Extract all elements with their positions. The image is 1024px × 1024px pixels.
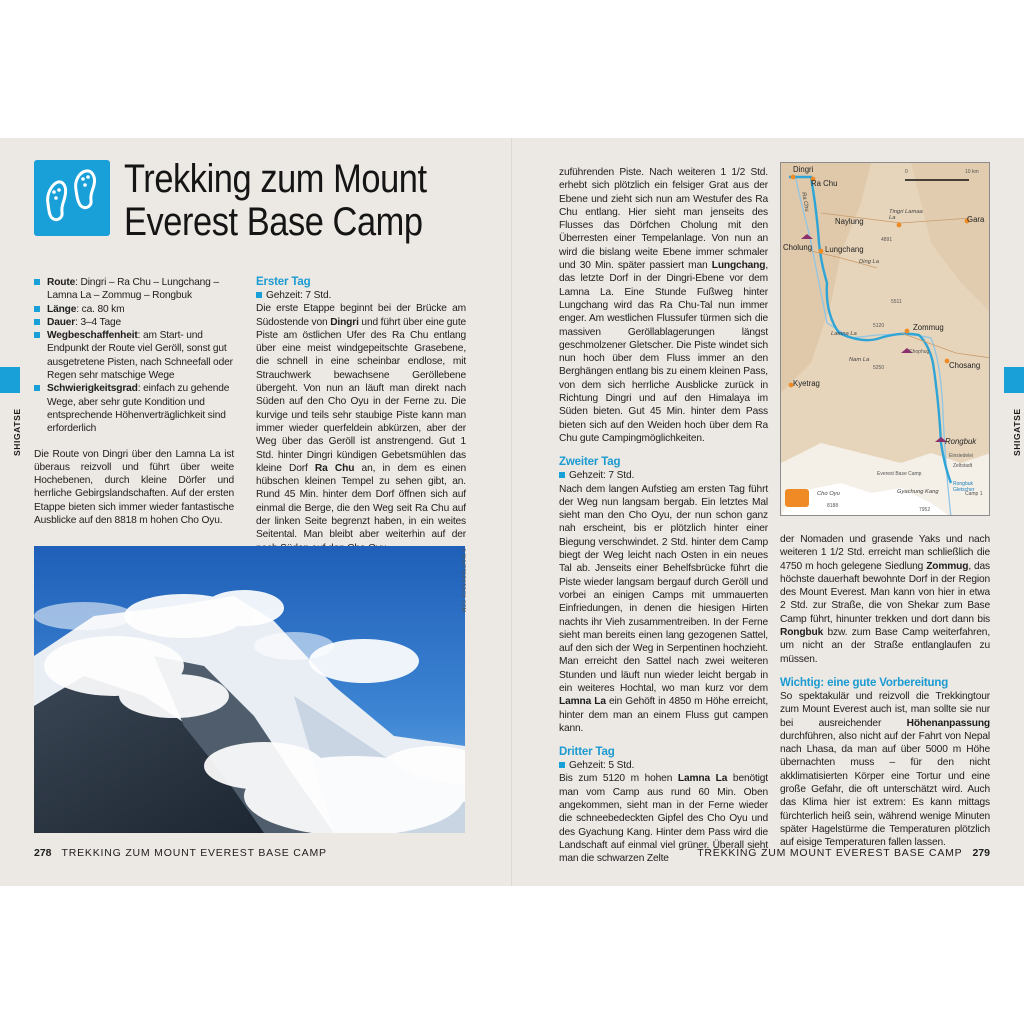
map-label-kyetrag: Kyetrag xyxy=(793,379,820,388)
day3-continued: der Nomaden und grasende Yaks und nach weiteren 1 1/2 Std. erreicht man schließlich die 4750 m hoch gelegene Siedlung Zommug, das höchste dauerhaft bewohnte Dorf in der Region des Mount Everest. Man kann von hier in etwa 2 Std. zur Straße, die von Shekar zum Base Camp führt, hinunter trekken und dort dann bis Rongbuk bzw. zum Base Camp weiterfahren, um nicht an der Straße entlanglaufen zu müssen. xyxy=(780,534,990,665)
footer-right xyxy=(697,847,990,859)
map-label-peak-5511: 5511 xyxy=(891,299,902,305)
map-label-cholung: Cholung xyxy=(783,243,813,252)
map-label-ding-la: Ding La xyxy=(859,259,879,265)
route-map xyxy=(780,162,990,516)
side-label-left: SHIGATSE xyxy=(12,408,22,456)
side-tab-left xyxy=(0,367,20,393)
map-label-tingri-lamaa: Tingri Lamaa La xyxy=(889,209,923,221)
map-label-rachu: Ra Chu xyxy=(811,179,838,188)
facts-list xyxy=(34,276,234,436)
map-label-zommug: Zommug xyxy=(913,323,944,332)
map-label-rachu-river: Ra Chu xyxy=(800,191,810,213)
fact-duration: Dauer: 3–4 Tage xyxy=(34,316,234,329)
day2-heading: Zweiter Tag xyxy=(559,456,621,469)
hiking-boots-icon xyxy=(34,160,110,236)
page-title: Trekking zum Mount Everest Base Camp xyxy=(124,157,427,244)
map-label-chosang: Chosang xyxy=(949,361,981,370)
book-spread xyxy=(0,138,1024,886)
day1-text: Die erste Etappe beginnt bei der Brücke am Südostende von Dingri und führt über eine gute Piste am östlichen Ufer des Ra Chu entlang über eine meist windgepeitschte Grasebene, die schnell in eine scheinbar endlose, mit Strauchwerk bewachsene Geröllebene übergeht. Von nun an läuft man direkt nach Süden auf den Cho Oyu in der Ferne zu. Die kurvige und teils sehr staubige Piste kann man immer wieder querfeldein abkürzen, aber der Weg über das Geröll ist anstrengend. Gut 1 Std. hinter Dingri kündigen Gebetsmühlen das kleine Dorf Ra Chu an, in dem es einen hübschen kleinen Tempel zu sehen gibt, an. Rund 45 Min. hinter dem Dorf öffnen sich auf einmal die Berge, die den Weg seit Ra Chu auf der linken Seite begrenzt haben, in ein weites Seitental. Man bleibt aber weiterhin auf der xyxy=(256,303,467,541)
map-label-peak-7952: 7952 xyxy=(919,507,931,513)
day3-text: Bis zum 5120 m hohen Lamna La benötigt man vom Camp aus rund 60 Min. Oben angekommen, sieht man in der Ferne wieder die schneebedeckten Gipfel des Cho Oyu und des Gyachung Kang. Hinter dem Pass wird die Landschaft auf einmal viel grüner. Überall sieht man die schwarzen Zelte xyxy=(559,773,768,865)
tip-text: So spektakulär und reizvoll die Trekkingtour zum Mount Everest auch ist, man sollte sie nur bei ausreichender Höhenanpassung durchführen, also nicht auf der Fahrt von Nepal nach Lhasa, da man auf über 5000 m Höhe übernachten muss – für den nicht akklimatisierten Körper eine Tortur und eine große Gefahr, die oft unterschätzt wird. Auch das Klima hier ist extrem: Es kann mittags fürchterlich heiß sein, während wenige Minuten später Hagelstürme die Temperaturen plötzlich auf eisige Temperaturen fallen lassen. xyxy=(780,690,990,849)
footer-left xyxy=(34,847,327,859)
map-label-rongbuk-glacier: Rongbuk Gletscher xyxy=(953,481,975,493)
right-column-2 xyxy=(780,533,990,850)
side-tab-right xyxy=(1004,367,1024,393)
page-number-left: 278 xyxy=(34,847,52,859)
map-label-peak-5250: 5250 xyxy=(873,365,885,371)
day1-continued: zuführenden Piste. Nach weiteren 1 1/2 Std. erhebt sich plötzlich ein felsiger Grat aus der Ebene und zieht sich nun am Westufer des Ra Chu entlang. Hier sieht man jenseits des Flusses das Dörfchen Cholung mit den Überresten einer Tempelanlage. Von nun an wird die bislang weite Ebene immer schmaler und 30 Min. später passiert man Lungchang, das letzte Dorf in der Dingri-Ebene vor dem Lamna La. Eine Stunde Fußweg hinter Lungchang wird das Ra Chu-Tal nun immer enger. Am westlichen Flussufer türmen sich die massiven Geröllablagerungen längst geschmolzener Gletscher. Die Piste windet sich nun hoch über dem Fluss immer an den Berghängen entlang bis zu einem kleinen Pass, von dem sich herrliche Ausblicke zurück in Richtung Dingri und auf den Himalaya im Süden bieten. Gut 45 Min. hinter dem Pass bieten sich auf den Weiden hoch über dem Ra Chu gute Campingmöglichkeiten. xyxy=(559,167,768,444)
day3-heading: Dritter Tag xyxy=(559,746,615,759)
day2-text: Nach dem langen Aufstieg am ersten Tag führt der Weg nun langsam bergab. Ein letztes Mal sieht man den Cho Oyu, der nun schon ganz nah erscheint, bis er plötzlich hinter einer Biegung verschwindet. 2 Std. hinter dem Camp biegt der Weg leicht nach Osten in ein neues Tal ab. Jenseits einer Behelfsbrücke führt die Piste wieder langsam bergauf durch Geröll und vorbei an einigen Camps mit ummauerten Einfriedungen, in denen die hiesigen Hirten nachts ihr Vieh zusammentreiben. In der Ferne sieht man bereits einen lang gezogenen Sattel, auf den sich der Weg in Serpentinen hochzieht. Man erreicht den Sattel nach zwei weiteren Stunden und läuft nun wieder leicht bergab in ein weiteres Hochtal, wo man kurz vor dem Lamna La ein Gehöft in 4850 m Höhe erreicht, hinter dem man an einem Fluss gut campen kann. xyxy=(559,483,769,734)
day1-time: Gehzeit: 7 Std. xyxy=(256,289,466,302)
page-left xyxy=(0,138,512,886)
fact-length: Länge: ca. 80 km xyxy=(34,303,234,316)
everest-photo xyxy=(34,546,465,833)
map-label-dingri: Dingri xyxy=(793,165,814,174)
map-label-lamna-la: Lamna La xyxy=(831,331,857,337)
map-scale-end: 10 km xyxy=(965,169,979,175)
map-label-gara: Gara xyxy=(967,215,985,224)
day3-time: Gehzeit: 5 Std. xyxy=(559,759,768,772)
day2-time: Gehzeit: 7 Std. xyxy=(559,469,768,482)
map-label-camp1: Camp 1 xyxy=(965,491,983,497)
fact-route: Route: Dingri – Ra Chu – Lungchang – Lamna La – Zommug – Rongbuk xyxy=(34,276,234,303)
fact-difficulty: Schwierigkeitsgrad: einfach zu gehende Wege, aber sehr gute Kondition und entsprechende Höhenverträglichkeit sind erforderlich xyxy=(34,382,234,435)
map-label-nam-la: Nam La xyxy=(849,357,870,363)
tip-heading: Wichtig: eine gute Vorbereitung xyxy=(780,676,949,689)
map-label-base-camp: Everest Base Camp xyxy=(877,471,922,477)
footer-title-left: TREKKING ZUM MOUNT EVEREST BASE CAMP xyxy=(61,847,327,859)
map-scale-start: 0 xyxy=(905,169,908,175)
footer-title-right: TREKKING ZUM MOUNT EVEREST BASE CAMP xyxy=(697,847,963,859)
facts-column xyxy=(34,276,234,527)
intro-paragraph: Die Route von Dingri über den Lamna La ist überaus reizvoll und führt über weite Hochebenen, durch kleine Dörfer und herrliche Gebirgslandschaften. Auf der ersten Etappe bieten sich immer wieder fantastische Ausblicke auf den 8818 m hohen Cho Oyu. xyxy=(34,448,234,527)
fact-terrain: Wegbeschaffenheit: am Start- und Endpunkt der Route viel Geröll, sonst gut ausgetretene Pisten, nach Schneefall oder Regen sehr matschige Wege xyxy=(34,329,234,382)
day1-column xyxy=(256,275,466,555)
side-label-right: SHIGATSE xyxy=(1012,408,1022,456)
map-label-lungchang: Lungchang xyxy=(825,245,864,254)
map-label-naylung: Naylung xyxy=(835,217,864,226)
map-label-rongbuk: Rongbuk xyxy=(945,437,977,446)
map-label-zeltstadt: Zeltstadt xyxy=(953,463,973,469)
map-label-peak-4891: 4891 xyxy=(881,237,893,243)
map-label-peak-5120: 5120 xyxy=(873,323,885,329)
right-column-1 xyxy=(559,166,768,866)
day1-heading: Erster Tag xyxy=(256,276,311,288)
map-label-gyachung: Gyachung Kang xyxy=(897,489,939,495)
page-number-right: 279 xyxy=(972,847,990,859)
map-label-chophug: Chophug xyxy=(909,349,930,355)
map-label-cho-oyu: Cho Oyu xyxy=(817,491,840,497)
map-label-peak-8188: 8188 xyxy=(827,503,839,509)
map-label-einsiedelei: Einsiedelei xyxy=(949,453,974,459)
photo-credit: © SHUTTERSTOCK.COM xyxy=(460,548,466,613)
